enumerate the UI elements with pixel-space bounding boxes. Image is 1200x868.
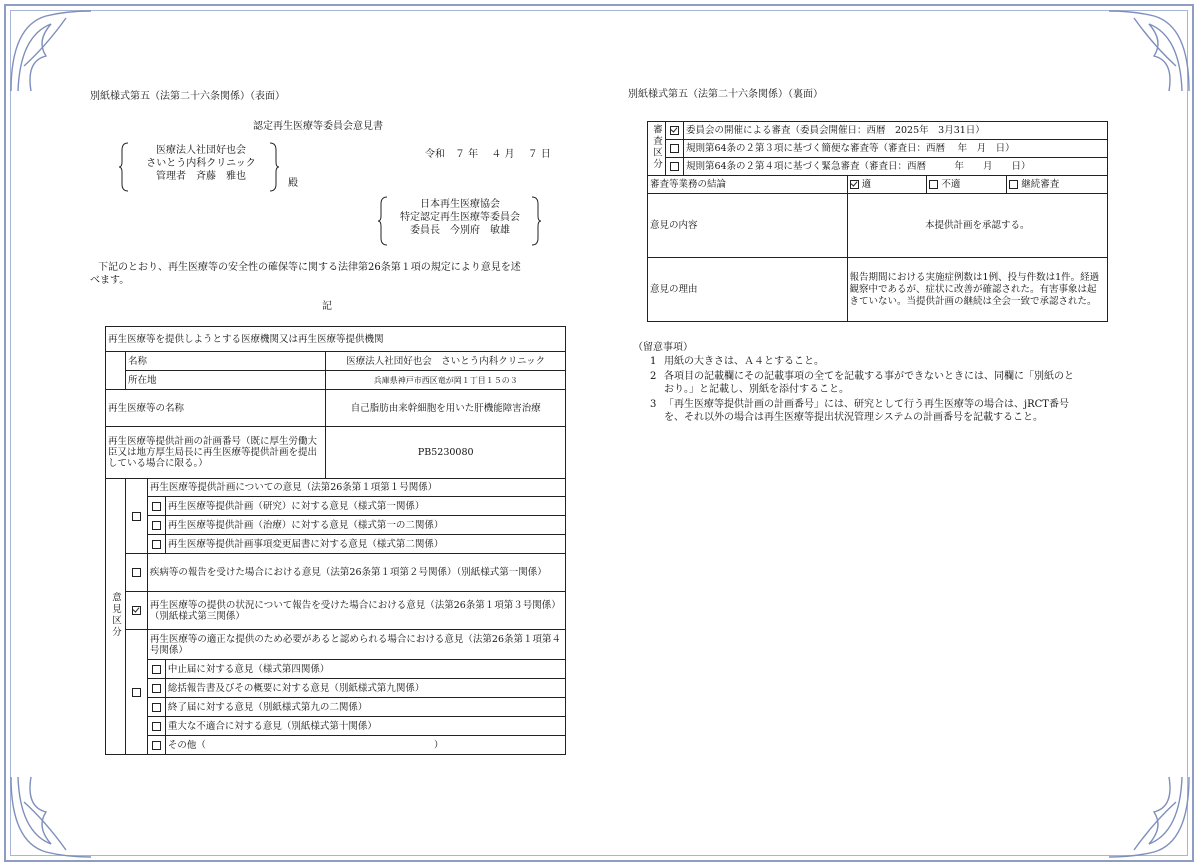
issue-date: 令和 ７ 年 ４ 月 ７ 日 <box>425 149 551 160</box>
recipient-line1: 医療法人社団好也会 <box>156 145 246 156</box>
corner-ornament-top-left <box>6 6 96 96</box>
cat4-sub1-label: 中止届に対する意見（様式第四関係） <box>165 660 565 679</box>
intro-line1: 下記のとおり、再生医療等の安全性の確保等に関する法律第26条第１項の規定により意見を述 <box>98 262 521 273</box>
cat1-sub3-label: 再生医療等提供計画事項変更届書に対する意見（様式第二関係） <box>165 535 565 554</box>
sender-line3: 委員長 今別府 敏雄 <box>410 225 510 236</box>
cat4-sub3-label: 終了届に対する意見（別紙様式第九の二関係） <box>165 698 565 717</box>
notes-list <box>650 355 1078 424</box>
cat4-label: 再生医療等の適正な提供のため必要があると認められる場合における意見（法第26条第１項第４号関係） <box>147 630 565 660</box>
cat1-sub3-checkbox[interactable] <box>152 540 161 549</box>
review-label-cell <box>648 122 666 176</box>
cat4-sub1-checkbox[interactable] <box>152 665 161 674</box>
cat2-label: 疾病等の報告を受けた場合における意見（法第26条第１項第２号関係）（別紙様式第一関係） <box>147 554 565 592</box>
note-item: 1 用紙の大きさは、Ａ４とすること。 <box>650 356 824 367</box>
review-row2-checkbox[interactable] <box>670 144 679 153</box>
recipient-honorific: 殿 <box>288 178 298 189</box>
cat4-checkbox[interactable] <box>132 688 141 697</box>
sender-left-brace <box>377 196 389 246</box>
review-table <box>647 121 1108 322</box>
corner-ornament-top-right <box>1104 6 1194 96</box>
cat3-label: 再生医療等の提供の状況について報告を受けた場合における意見（法第26条第１項第３号関係）（別紙様式第三関係） <box>147 592 565 630</box>
cat1-sub2-checkbox[interactable] <box>152 521 161 530</box>
recipient-line2: さいとう内科クリニック <box>146 158 256 169</box>
recipient-line3: 管理者 斉藤 雅也 <box>156 171 246 182</box>
address-label: 所在地 <box>125 371 325 390</box>
cat4-sub5-checkbox[interactable] <box>152 741 161 750</box>
cat4-sub2-checkbox[interactable] <box>152 684 161 693</box>
review-row3-checkbox[interactable] <box>670 162 679 171</box>
conclusion-continue-checkbox[interactable] <box>1009 180 1018 189</box>
cat4-sub4-checkbox[interactable] <box>152 722 161 731</box>
cat4-sub2-label: 総括報告書及びその概要に対する意見（別紙様式第九関係） <box>165 679 565 698</box>
category-label: 意見区分 <box>109 592 121 638</box>
ki-label: 記 <box>322 301 332 312</box>
right-form-label: 別紙様式第五（法第二十六条関係）（裏面） <box>628 89 823 100</box>
name-label: 名称 <box>125 352 325 371</box>
review-row2-label: 規則第64条の２第３項に基づく簡便な審査等（審査日：西暦 年 月 日） <box>683 140 1107 158</box>
cat4-sub3-checkbox[interactable] <box>152 703 161 712</box>
cat1-sub1-checkbox[interactable] <box>152 502 161 511</box>
conclusion-approve-checkbox[interactable] <box>850 180 859 189</box>
conclusion-label: 審査等業務の結論 <box>648 176 848 194</box>
institution-header: 再生医療等を提供しようとする医療機関又は再生医療等提供機関 <box>106 327 566 352</box>
sender-right-brace <box>530 196 542 246</box>
corner-ornament-bottom-right <box>1104 772 1194 862</box>
recipient-block <box>136 144 266 183</box>
recipient-right-brace <box>268 142 280 192</box>
note-item: 2 各項目の記載欄にその記載事項の全てを記載する事ができないときには、同欄に「別紙のとおり。」と記載し、別紙を添付すること。 <box>650 371 1074 395</box>
document-title: 認定再生医療等委員会意見書 <box>253 121 383 132</box>
address-value: 兵庫県神戸市西区竜が岡１丁目１５の３ <box>326 371 566 390</box>
sender-line1: 日本再生医療協会 <box>420 199 500 210</box>
conclusion-reject-label: 不適 <box>941 179 961 190</box>
cat1-sub2-label: 再生医療等提供計画（治療）に対する意見（様式第一の二関係） <box>165 516 565 535</box>
reason-value: 報告期間における実施症例数は1例、投与件数は1件。経過観察中であるが、症状に改善が確認された。有害事象は起きていない。当提供計画の継続は全会一致で承認された。 <box>847 258 1107 322</box>
name-value: 医療法人社団好也会 さいとう内科クリニック <box>326 352 566 371</box>
review-row1-label: 委員会の開催による審査（委員会開催日：西暦 2025年 3月31日） <box>683 122 1107 140</box>
cat2-checkbox[interactable] <box>132 568 141 577</box>
sender-block <box>390 198 530 237</box>
review-row1-checkbox[interactable] <box>670 126 679 135</box>
conclusion-approve-label: 適 <box>861 179 872 190</box>
opinion-table <box>105 326 566 755</box>
sender-line2: 特定認定再生医療等委員会 <box>400 212 520 223</box>
conclusion-reject-checkbox[interactable] <box>929 180 938 189</box>
opinion-label: 意見の内容 <box>648 194 848 258</box>
cat3-checkbox[interactable] <box>132 606 141 615</box>
cat4-sub5-label: その他（ ） <box>165 736 565 755</box>
plan-number-label: 再生医療等提供計画の計画番号（既に厚生労働大臣又は地方厚生局長に再生医療等提供計画を提出している場合に限る。） <box>106 427 326 479</box>
category-label-cell <box>106 479 126 755</box>
plan-number-value: PB5230080 <box>326 427 566 479</box>
notes-title: （留意事項） <box>633 342 693 353</box>
review-row3-label: 規則第64条の２第４項に基づく緊急審査（審査日：西暦 年 月 日） <box>683 158 1107 176</box>
review-label: 審査区分 <box>650 124 662 170</box>
cat1-sub1-label: 再生医療等提供計画（研究）に対する意見（様式第一関係） <box>165 497 565 516</box>
conclusion-continue-label: 継続審査 <box>1021 179 1060 190</box>
recipient-left-brace <box>118 142 130 192</box>
therapy-value: 自己脂肪由来幹細胞を用いた肝機能障害治療 <box>326 390 566 427</box>
reason-label: 意見の理由 <box>648 258 848 322</box>
cat1-checkbox[interactable] <box>132 512 141 521</box>
opinion-value: 本提供計画を承認する。 <box>847 194 1107 258</box>
cat1-label: 再生医療等提供計画についての意見（法第26条第１項第１号関係） <box>147 479 565 497</box>
cat4-sub4-label: 重大な不適合に対する意見（別紙様式第十関係） <box>165 717 565 736</box>
intro-line2: べます。 <box>90 275 130 286</box>
corner-ornament-bottom-left <box>6 772 96 862</box>
note-item: 3 「再生医療等提供計画の計画番号」には、研究として行う再生医療等の場合は、jRCT番号を、それ以外の場合は再生医療等提出状況管理システムの計画番号を記載すること。 <box>650 399 1069 423</box>
therapy-label: 再生医療等の名称 <box>106 390 326 427</box>
left-form-label: 別紙様式第五（法第二十六条関係）（表面） <box>90 91 285 102</box>
